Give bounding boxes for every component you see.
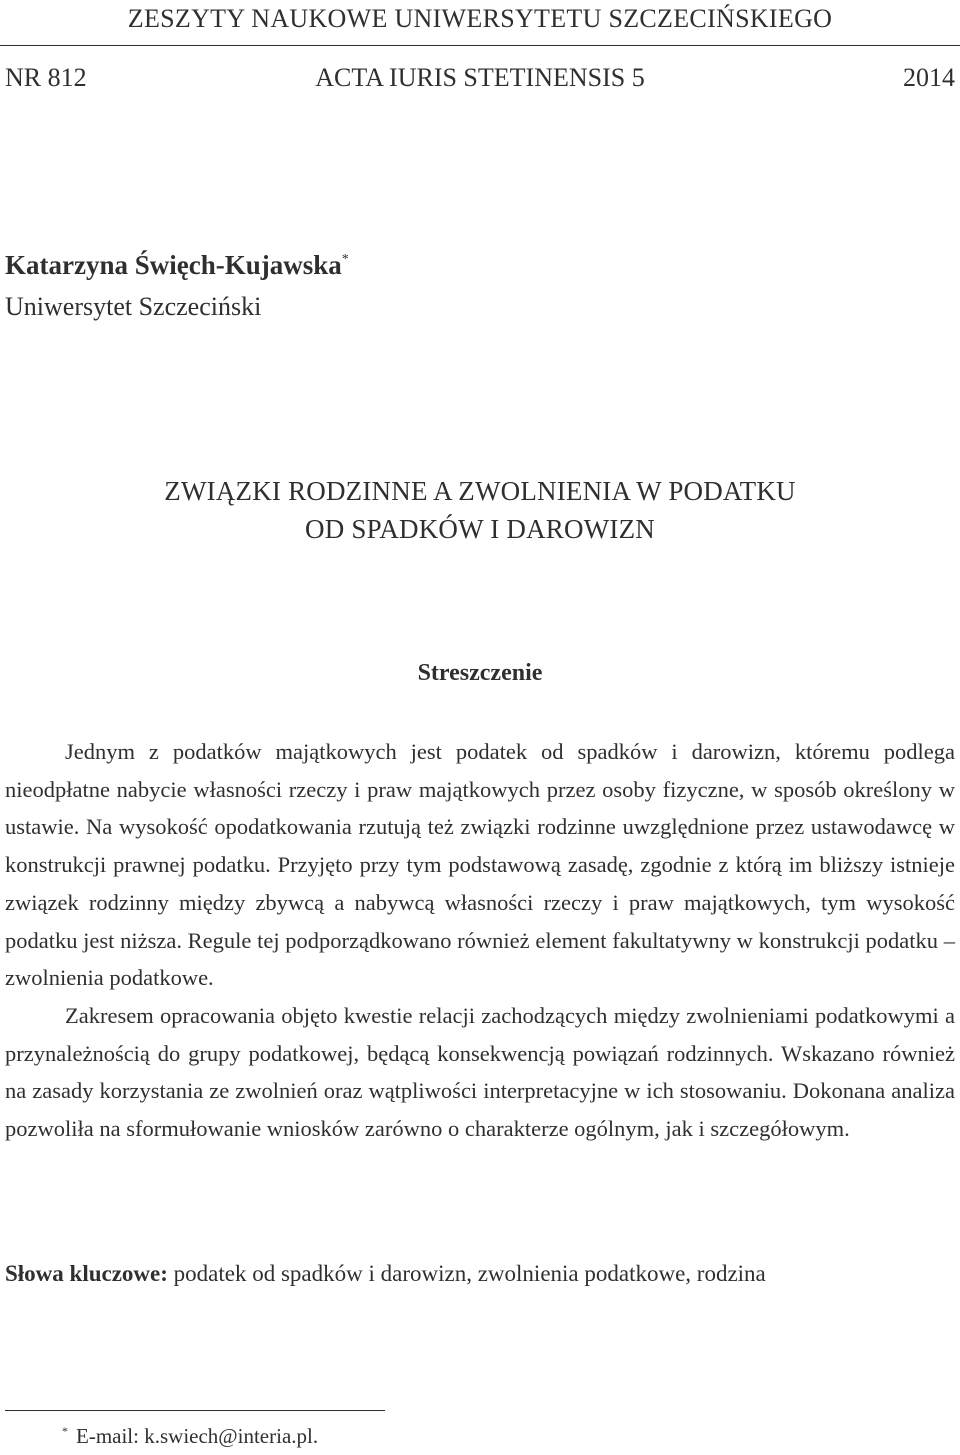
- abstract-paragraph-2: Zakresem opracowania objęto kwestie relacji zachodzących między zwolnieniami podatkowymi a przynależnością do grupy podatkowej, będącą konsekwencją powiązań rodzinnych. Wskazano również na zasady korzystania ze zwolnień oraz wątpliwości interpretacyjne w ich stosowaniu. Dokonana analiza pozwoliła na sformułowanie wniosków zarówno o charakterze ogólnym, jak i szczegółowym.: [5, 1002, 955, 1142]
- footnote: [62, 1424, 318, 1449]
- journal-name: ZESZYTY NAUKOWE UNIWERSYTETU SZCZECIŃSKIEGO: [127, 4, 833, 33]
- footnote-email: E-mail: k.swiech@interia.pl.: [76, 1424, 319, 1448]
- keywords-label: Słowa kluczowe:: [5, 1261, 168, 1286]
- series-name: ACTA IURIS STETINENSIS 5: [315, 63, 645, 92]
- author-affiliation: Uniwersytet Szczeciński: [5, 292, 262, 321]
- keywords-text: podatek od spadków i darowizn, zwolnienia podatkowe, rodzina: [173, 1261, 766, 1286]
- abstract-paragraph-1: Jednym z podatków majątkowych jest podatek od spadków i darowizn, któremu podlega nieodpłatne nabycie własności rzeczy i praw majątkowych przez osoby fizyczne, w sposób określony w ustawie. Na wysokość opodatkowania rzutują też związki rodzinne uwzględnione przez ustawodawcę w konstrukcji prawnej podatku. Przyjęto przy tym podstawową zasadę, zgodnie z którą im bliższy istnieje związek rodzinny między zbywcą a nabywcą własności rzeczy i praw majątkowych, tym wysokość podatku jest niższa. Regule tej podporządkowano również element fakultatywny w konstrukcji podatku – zwolnienia podatkowe.: [5, 739, 955, 991]
- article-title: [0, 472, 960, 548]
- author-footnote-mark: *: [341, 252, 349, 267]
- author-name: [5, 250, 349, 281]
- abstract-body: [5, 733, 955, 1148]
- abstract-heading: Streszczenie: [417, 660, 543, 686]
- footnote-mark: *: [62, 1424, 68, 1438]
- issue-number: NR 812: [5, 63, 87, 92]
- footnote-rule: [5, 1410, 385, 1411]
- keywords: [5, 1255, 955, 1293]
- author-name-text: Katarzyna Święch-Kujawska: [5, 250, 342, 280]
- issue-row: [5, 63, 955, 97]
- issue-year: 2014: [903, 63, 955, 92]
- title-line-1: ZWIĄZKI RODZINNE A ZWOLNIENIA W PODATKU: [164, 476, 796, 506]
- title-line-2: OD SPADKÓW I DAROWIZN: [305, 514, 655, 544]
- header-rule: [0, 45, 960, 46]
